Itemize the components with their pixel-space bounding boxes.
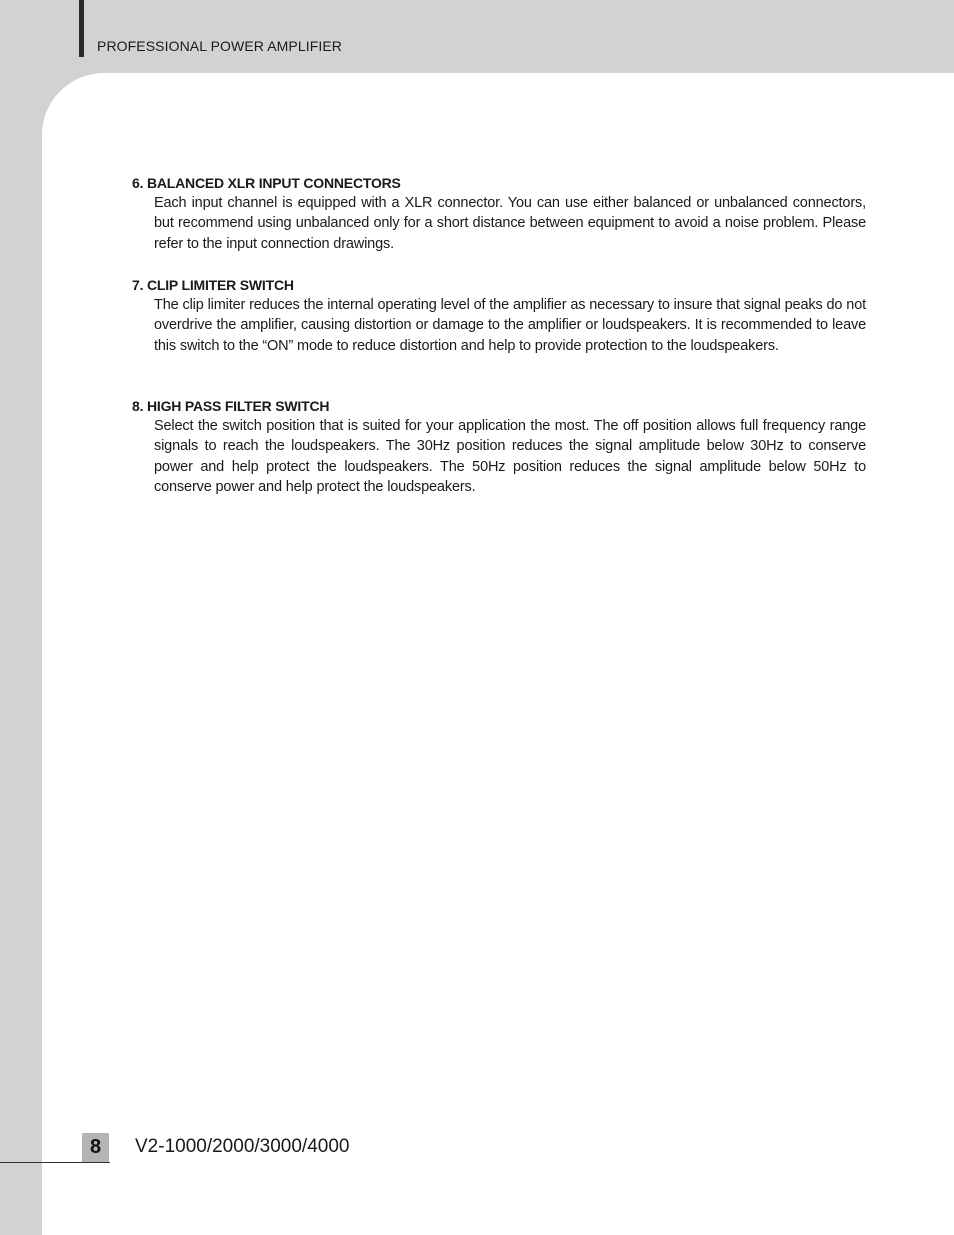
section-body: The clip limiter reduces the internal operating level of the amplifier as necessary to insure that signal peaks do not overdrive the amplifier, causing distortion or damage to the amplifier or loudspeakers. It is recommended to leave this switch to the “ON” mode to reduce distortion and help to provide protection to the loudspeakers. xyxy=(154,297,866,354)
footer-rule xyxy=(0,1162,110,1163)
header-title: PROFESSIONAL POWER AMPLIFIER xyxy=(97,38,342,54)
section-body: Select the switch position that is suited for your application the most. The off position allows full frequency range signals to reach the loudspeakers. The 30Hz position reduces the signal amplitude below 30Hz to conserve power and help protect the loudspeakers. The 50Hz position reduces the signal amplitude below 50Hz to conserve power and help protect the loudspeakers. xyxy=(154,418,866,495)
page-number: 8 xyxy=(82,1133,109,1162)
section-heading: 6. BALANCED XLR INPUT CONNECTORS xyxy=(132,175,401,191)
section-heading: 8. HIGH PASS FILTER SWITCH xyxy=(132,398,330,414)
section-heading: 7. CLIP LIMITER SWITCH xyxy=(132,277,294,293)
section-clip-limiter-switch xyxy=(132,275,866,356)
section-high-pass-filter-switch xyxy=(132,396,866,497)
section-body: Each input channel is equipped with a XLR connector. You can use either balanced or unbalanced connectors, but recommend using unbalanced only for a short distance between equipment to avoid a noise problem. Please refer to the input connection drawings. xyxy=(154,195,866,252)
model-label: V2-1000/2000/3000/4000 xyxy=(135,1136,350,1157)
section-balanced-xlr-input-connectors xyxy=(132,173,866,254)
header-accent-bar xyxy=(79,0,84,57)
